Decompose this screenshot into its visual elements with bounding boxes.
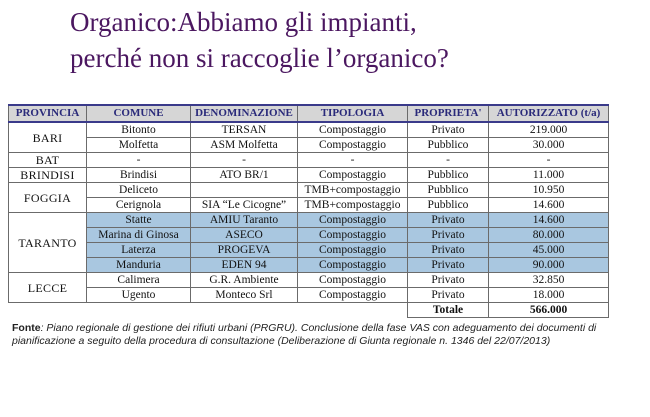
table-row: [9, 258, 609, 273]
cell-denominazione: -: [191, 153, 298, 168]
cell-tipologia: Compostaggio: [298, 288, 408, 303]
cell-autorizzato: 10.950: [489, 183, 609, 198]
cell-proprieta: Privato: [408, 288, 489, 303]
table-row: [9, 168, 609, 183]
total-row: [9, 303, 609, 318]
cell-denominazione: [191, 183, 298, 198]
cell-provincia: BARI: [9, 122, 87, 153]
cell-tipologia: TMB+compostaggio: [298, 198, 408, 213]
cell-proprieta: Pubblico: [408, 168, 489, 183]
cell-tipologia: Compostaggio: [298, 228, 408, 243]
title-line-2: perché non si raccoglie l’organico?: [70, 43, 449, 73]
cell-proprieta: Pubblico: [408, 138, 489, 153]
header-provincia: PROVINCIA: [9, 105, 87, 122]
total-spacer: [9, 303, 408, 318]
cell-denominazione: AMIU Taranto: [191, 213, 298, 228]
cell-provincia: TARANTO: [9, 213, 87, 273]
table-row: [9, 198, 609, 213]
table-body: [9, 122, 609, 318]
table-row: [9, 273, 609, 288]
cell-provincia: BAT: [9, 153, 87, 168]
cell-proprieta: Privato: [408, 243, 489, 258]
cell-comune: Bitonto: [87, 122, 191, 138]
cell-proprieta: Pubblico: [408, 183, 489, 198]
cell-comune: -: [87, 153, 191, 168]
header-comune: COMUNE: [87, 105, 191, 122]
cell-autorizzato: 45.000: [489, 243, 609, 258]
title-line-1: Organico:Abbiamo gli impianti,: [70, 7, 417, 37]
cell-autorizzato: 18.000: [489, 288, 609, 303]
cell-proprieta: Privato: [408, 122, 489, 138]
header-tipologia: TIPOLOGIA: [298, 105, 408, 122]
source-label: Fonte: [12, 322, 41, 334]
cell-comune: Cerignola: [87, 198, 191, 213]
cell-denominazione: ASECO: [191, 228, 298, 243]
cell-denominazione: Monteco Srl: [191, 288, 298, 303]
cell-comune: Deliceto: [87, 183, 191, 198]
table-row: [9, 243, 609, 258]
cell-denominazione: PROGEVA: [191, 243, 298, 258]
cell-comune: Marina di Ginosa: [87, 228, 191, 243]
cell-comune: Manduria: [87, 258, 191, 273]
cell-provincia: LECCE: [9, 273, 87, 303]
table-row: [9, 122, 609, 138]
cell-comune: Laterza: [87, 243, 191, 258]
cell-comune: Molfetta: [87, 138, 191, 153]
header-autorizzato: AUTORIZZATO (t/a): [489, 105, 609, 122]
table-row: [9, 213, 609, 228]
cell-autorizzato: 80.000: [489, 228, 609, 243]
cell-provincia: BRINDISI: [9, 168, 87, 183]
cell-tipologia: Compostaggio: [298, 213, 408, 228]
cell-autorizzato: -: [489, 153, 609, 168]
slide-title: [70, 4, 640, 76]
cell-tipologia: Compostaggio: [298, 273, 408, 288]
cell-proprieta: Privato: [408, 258, 489, 273]
table-row: [9, 138, 609, 153]
cell-denominazione: ASM Molfetta: [191, 138, 298, 153]
cell-autorizzato: 32.850: [489, 273, 609, 288]
header-denominazione: DENOMINAZIONE: [191, 105, 298, 122]
total-value: 566.000: [489, 303, 609, 318]
cell-autorizzato: 11.000: [489, 168, 609, 183]
source-note: [12, 322, 640, 348]
cell-tipologia: Compostaggio: [298, 122, 408, 138]
cell-comune: Calimera: [87, 273, 191, 288]
cell-autorizzato: 90.000: [489, 258, 609, 273]
table-row: [9, 153, 609, 168]
cell-autorizzato: 219.000: [489, 122, 609, 138]
cell-tipologia: TMB+compostaggio: [298, 183, 408, 198]
total-label: Totale: [408, 303, 489, 318]
cell-tipologia: Compostaggio: [298, 138, 408, 153]
cell-autorizzato: 30.000: [489, 138, 609, 153]
cell-proprieta: Privato: [408, 273, 489, 288]
cell-provincia: FOGGIA: [9, 183, 87, 213]
cell-comune: Statte: [87, 213, 191, 228]
cell-autorizzato: 14.600: [489, 213, 609, 228]
cell-tipologia: -: [298, 153, 408, 168]
cell-tipologia: Compostaggio: [298, 258, 408, 273]
cell-autorizzato: 14.600: [489, 198, 609, 213]
cell-tipologia: Compostaggio: [298, 168, 408, 183]
plants-table: [8, 104, 609, 318]
cell-proprieta: Pubblico: [408, 198, 489, 213]
cell-comune: Brindisi: [87, 168, 191, 183]
table-row: [9, 228, 609, 243]
cell-tipologia: Compostaggio: [298, 243, 408, 258]
cell-denominazione: SIA “Le Cicogne”: [191, 198, 298, 213]
header-proprieta: PROPRIETA': [408, 105, 489, 122]
cell-proprieta: Privato: [408, 213, 489, 228]
table-row: [9, 288, 609, 303]
cell-denominazione: TERSAN: [191, 122, 298, 138]
cell-comune: Ugento: [87, 288, 191, 303]
source-text: : Piano regionale di gestione dei rifiuti urbani (PRGRU). Conclusione della fase VAS con adeguamento dei documenti di pianificazione a seguito della procedura di consultazione (Deliberazione di Giunta regionale n. 1346 del 22/07/2013): [12, 322, 597, 347]
cell-denominazione: G.R. Ambiente: [191, 273, 298, 288]
cell-denominazione: EDEN 94: [191, 258, 298, 273]
table-header-row: [9, 105, 609, 122]
table-row: [9, 183, 609, 198]
cell-proprieta: -: [408, 153, 489, 168]
cell-denominazione: ATO BR/1: [191, 168, 298, 183]
cell-proprieta: Privato: [408, 228, 489, 243]
